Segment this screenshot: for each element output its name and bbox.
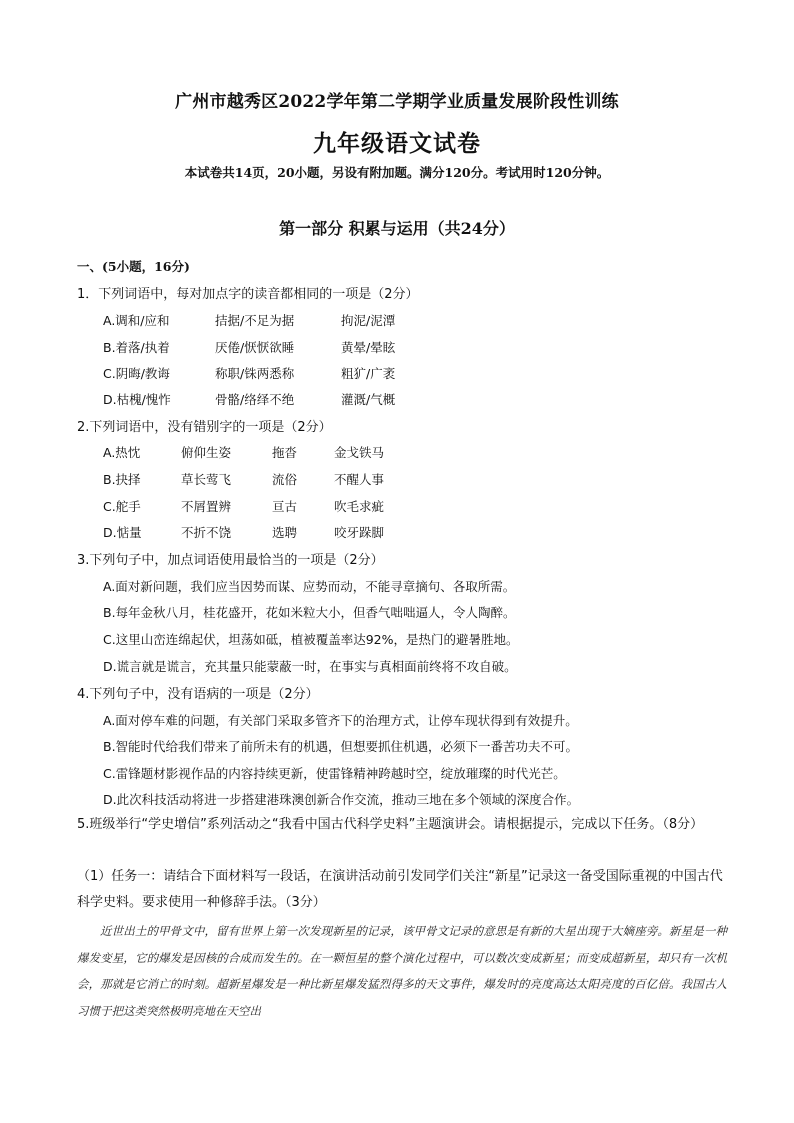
- q2-option-c-word3: 亘古: [272, 499, 298, 514]
- part1-title: 第一部分 积累与运用（共24分）: [279, 219, 515, 238]
- q1-option-c-word2: 称职/铢两悉称: [215, 366, 295, 381]
- exam-instructions: 本试卷共14页，20小题，另设有附加题。满分120分。考试用时120分钟。: [184, 165, 610, 180]
- q2-option-c-word1: C.舵手: [103, 499, 141, 514]
- q2-stem: 2.下列词语中，没有错别字的一项是（2分）: [77, 420, 332, 435]
- q4-option-b: B.智能时代给我们带来了前所未有的机遇，但想要抓住机遇，必须下一番苦功夫不可。: [103, 739, 579, 754]
- q3-stem: 3.下列句子中，加点词语使用最恰当的一项是（2分）: [77, 553, 384, 568]
- q2-option-b-word4: 不醒人事: [334, 472, 385, 487]
- q2-option-d-word4: 咬牙跺脚: [334, 525, 385, 540]
- q1-option-b-word1: B.着落/执着: [103, 340, 170, 355]
- q5-stem: 5.班级举行“学史增信”系列活动之“我看中国古代科学史料”主题演讲会。请根据提示，完成以下任务。（8分）: [77, 817, 704, 832]
- section1-label: 一、(5小题，16分): [77, 259, 190, 274]
- q2-option-c-word2: 不屑置辨: [181, 499, 232, 514]
- q2-option-a-word3: 拖沓: [272, 445, 298, 460]
- q1-option-d-word3: 灌溉/气概: [341, 392, 396, 407]
- q2-option-b-word3: 流俗: [272, 472, 298, 487]
- q2-option-c-word4: 吹毛求疵: [334, 499, 385, 514]
- q2-option-a-word1: A.热忱: [103, 445, 141, 460]
- q2-option-b-word1: B.抉择: [103, 472, 141, 487]
- q3-option-c: C.这里山峦连绵起伏，坦荡如砥，植被覆盖率达92%，是热门的避暑胜地。: [103, 632, 519, 647]
- q4-option-a: A.面对停车难的问题，有关部门采取多管齐下的治理方式，让停车现状得到有效提升。: [103, 713, 578, 728]
- q1-stem: 1．下列词语中，每对加点字的读音都相同的一项是（2分）: [77, 287, 419, 302]
- q5-task1: （1）任务一：请结合下面材料写一段话，在演讲活动前引发同学们关注“新星”记录这一备受国际重视的中国古代科学史料。要求使用一种修辞手法。（3分）: [77, 869, 723, 910]
- q2-option-a-word4: 金戈铁马: [334, 445, 385, 460]
- q2-option-b-word2: 草长莺飞: [181, 472, 232, 487]
- q4-option-c: C.雷锋题材影视作品的内容持续更新，使雷锋精神跨越时空，绽放璀璨的时代光芒。: [103, 766, 566, 781]
- q2-option-d-word1: D.惦量: [103, 525, 142, 540]
- q4-stem: 4.下列句子中，没有语病的一项是（2分）: [77, 687, 319, 702]
- q5-material-passage: 近世出土的甲骨文中，留有世界上第一次发现新星的记录，该甲骨文记录的意思是有新的大星出现于大嫡座旁。新星是一种爆发变星，它的爆发是因核的合成而发生的。在一颗恒星的整个演化过程中，可以数次变成新星；而变成超新星，却只有一次机会，那就是它消亡的时刻。超新星爆发是一种比新星爆发猛烈得多的天文事件，爆发时的亮度高达太阳亮度的百亿倍。我国古人习惯于把这类突然极明亮地在天空出: [77, 924, 727, 1018]
- q3-option-d: D.谎言就是谎言，充其量只能蒙蔽一时，在事实与真相面前终将不攻自破。: [103, 659, 517, 674]
- q1-option-d-word1: D.枯槐/愧怍: [103, 392, 171, 407]
- q3-option-a: A.面对新问题，我们应当因势而谋、应势而动，不能寻章摘句、各取所需。: [103, 579, 516, 594]
- exam-header-title: 广州市越秀区2022学年第二学期学业质量发展阶段性训练: [175, 92, 619, 112]
- q1-option-a-word1: A.调和/应和: [103, 313, 170, 328]
- q1-option-a-word2: 拮据/不足为据: [215, 313, 295, 328]
- q4-option-d: D.此次科技活动将进一步搭建港珠澳创新合作交流，推动三地在多个领域的深度合作。: [103, 792, 580, 807]
- q1-option-b-word2: 厌倦/恹恹欲睡: [215, 340, 295, 355]
- q1-option-c-word1: C.阴晦/教诲: [103, 366, 170, 381]
- q2-option-a-word2: 俯仰生姿: [181, 445, 232, 460]
- q1-option-c-word3: 粗犷/广袤: [341, 366, 396, 381]
- q1-option-b-word3: 黄晕/晕眩: [341, 340, 396, 355]
- q2-option-d-word3: 选聘: [272, 525, 298, 540]
- exam-paper-title: 九年级语文试卷: [313, 130, 481, 157]
- q1-option-a-word3: 拘泥/泥潭: [341, 313, 396, 328]
- q3-option-b: B.每年金秋八月，桂花盛开，花如米粒大小，但香气咄咄逼人，令人陶醉。: [103, 605, 516, 620]
- q2-option-d-word2: 不折不饶: [181, 525, 232, 540]
- q1-option-d-word2: 骨骼/络绎不绝: [215, 392, 295, 407]
